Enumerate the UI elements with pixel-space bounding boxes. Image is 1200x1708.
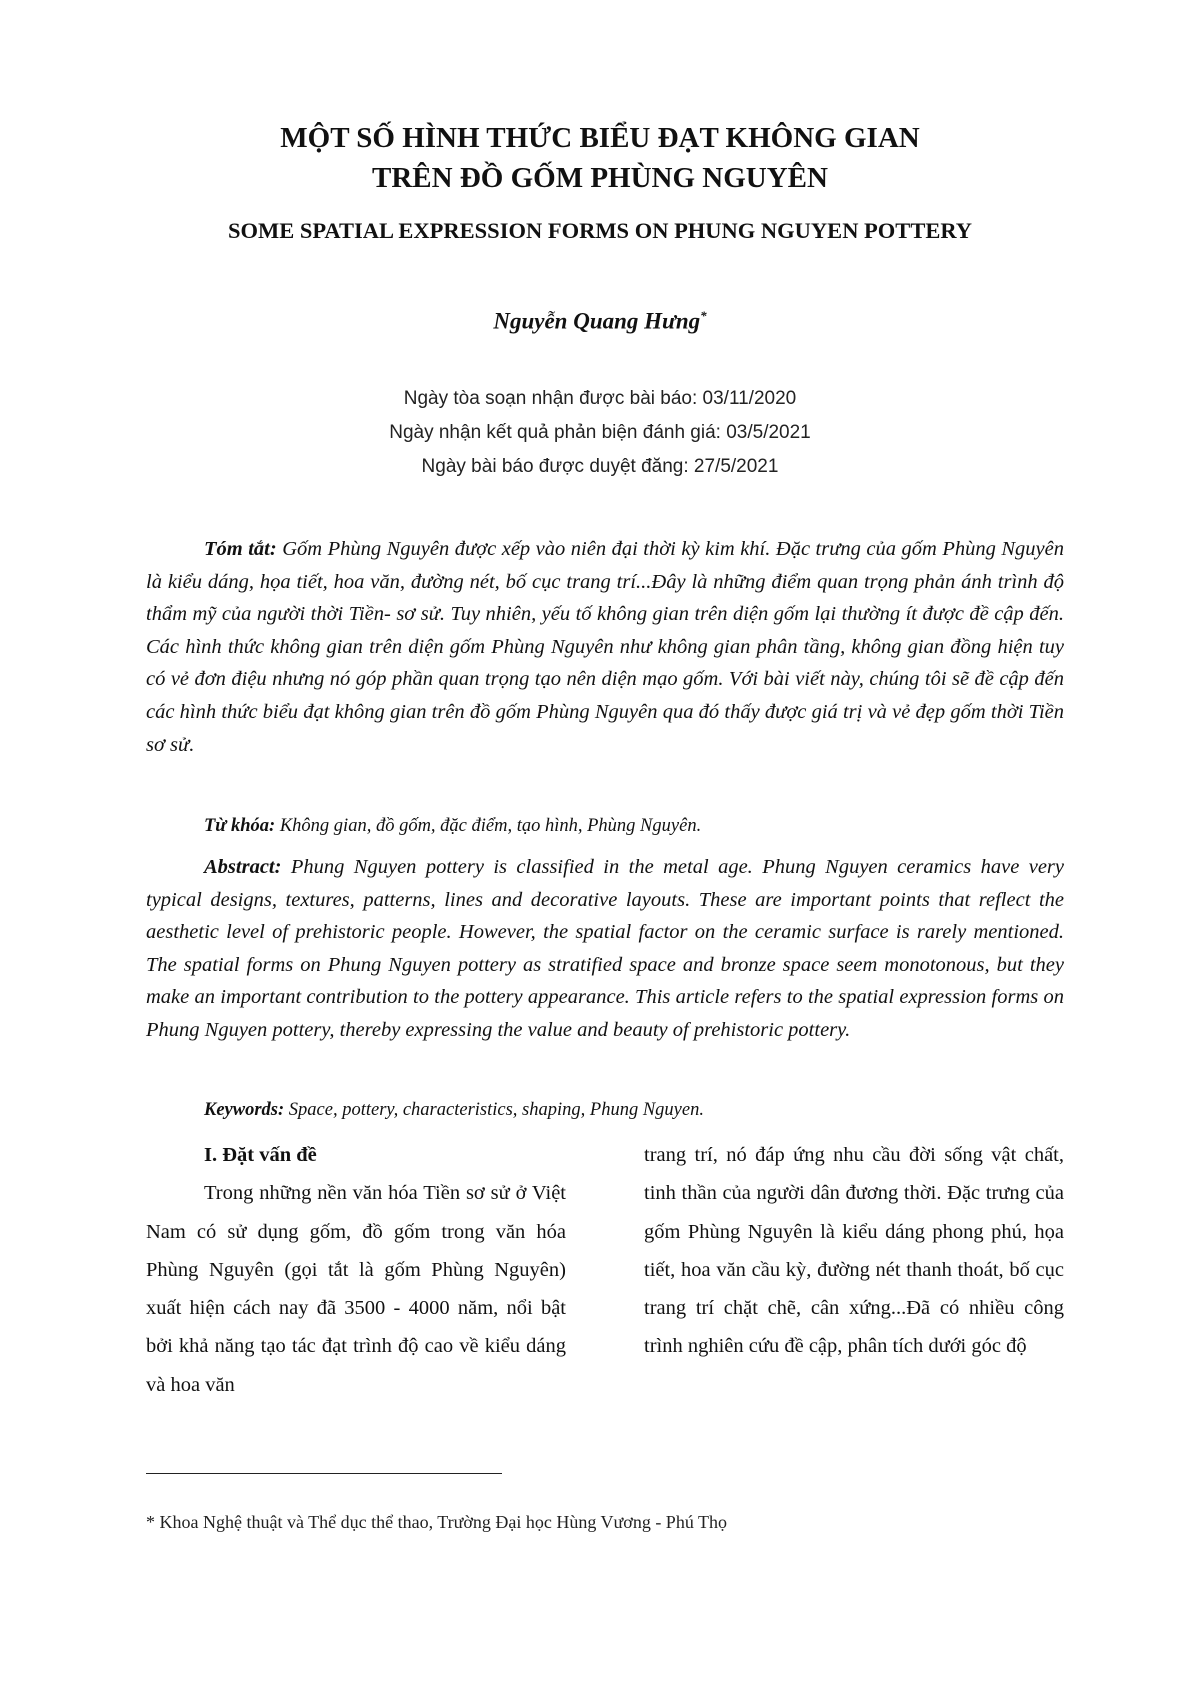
date-reviewed: Ngày nhận kết quả phản biện đánh giá: 03/5/2021 [389, 422, 811, 443]
body-column-left [146, 1136, 566, 1404]
paper-title-line-2: TRÊN ĐỒ GỐM PHÙNG NGUYÊN [372, 162, 828, 194]
abstract-english-label: Abstract: [204, 856, 282, 878]
date-received: Ngày tòa soạn nhận được bài báo: 03/11/2020 [403, 388, 797, 409]
abstract-english-text: Phung Nguyen pottery is classified in the metal age. Phung Nguyen ceramics have very typical designs, textures, patterns, lines and decorative layouts. These are important points that reflect the aesthetic level of prehistoric people. However, the spatial factor on the ceramic surface is rarely mentioned. The spatial forms on Phung Nguyen pottery as stratified space and bronze space seem monotonous, but they make an important contribution to the pottery appearance. This article refers to the spatial expression forms on Phung Nguyen pottery, thereby expressing the value and beauty of prehistoric pottery. [146, 856, 1064, 1041]
abstract-vietnamese-label: Tóm tắt: [204, 538, 277, 560]
abstract-vietnamese-text: Gốm Phùng Nguyên được xếp vào niên đại thời kỳ kim khí. Đặc trưng của gốm Phùng Nguyên là kiểu dáng, họa tiết, hoa văn, đường nét, bố cục trang trí...Đây là những điểm quan trọng phản ánh trình độ thẩm mỹ của người thời Tiền- sơ sử. Tuy nhiên, yếu tố không gian trên diện gốm lại thường ít được đề cập đến. Các hình thức không gian trên diện gốm Phùng Nguyên như không gian phân tầng, không gian đồng hiện tuy có vẻ đơn điệu nhưng nó góp phần quan trọng tạo nên diện mạo gốm. Với bài viết này, chúng tôi sẽ đề cập đến các hình thức biểu đạt không gian trên đồ gốm Phùng Nguyên qua đó thấy được giá trị và vẻ đẹp gốm thời Tiền sơ sử. [146, 538, 1064, 756]
abstract-english [146, 851, 1064, 1047]
keywords-english-label: Keywords: [204, 1100, 285, 1120]
footnote-affiliation: * Khoa Nghệ thuật và Thể dục thể thao, Trường Đại học Hùng Vương - Phú Thọ [146, 1512, 727, 1532]
author-name: Nguyễn Quang Hưng [493, 308, 701, 334]
keywords-vietnamese [146, 810, 1064, 843]
paper-title [0, 118, 1200, 198]
date-accepted: Ngày bài báo được duyệt đăng: 27/5/2021 [421, 456, 779, 477]
footnote-divider [146, 1473, 502, 1474]
keywords-vietnamese-text: Không gian, đồ gốm, đặc điểm, tạo hình, Phùng Nguyên. [275, 816, 702, 836]
author [0, 308, 1200, 335]
paper-title-english: SOME SPATIAL EXPRESSION FORMS ON PHUNG NGUYEN POTTERY [227, 218, 973, 243]
body-column-right [644, 1136, 1064, 1366]
keywords-english [146, 1094, 1064, 1127]
keywords-english-text: Space, pottery, characteristics, shaping, Phung Nguyen. [284, 1100, 704, 1120]
submission-dates [0, 382, 1200, 484]
keywords-vietnamese-label: Từ khóa: [204, 816, 276, 836]
abstract-vietnamese [146, 533, 1064, 761]
paper-title-line-1: MỘT SỐ HÌNH THỨC BIỂU ĐẠT KHÔNG GIAN [280, 122, 920, 154]
body-paragraph-left: Trong những nền văn hóa Tiền sơ sử ở Việt Nam có sử dụng gốm, đồ gốm trong văn hóa Phùng Nguyên (gọi tắt là gốm Phùng Nguyên) xuất hiện cách nay đã 3500 - 4000 năm, nổi bật bởi khả năng tạo tác đạt trình độ cao về kiểu dáng và hoa văn [146, 1182, 566, 1396]
author-footnote-mark: * [700, 308, 707, 323]
section-heading: I. Đặt vấn đề [204, 1144, 317, 1166]
body-paragraph-right: trang trí, nó đáp ứng nhu cầu đời sống vật chất, tinh thần của người dân đương thời. Đặc trưng của gốm Phùng Nguyên là kiểu dáng phong phú, họa tiết, hoa văn cầu kỳ, đường nét thanh thoát, bố cục trang trí chặt chẽ, cân xứng...Đã có nhiều công trình nghiên cứu đề cập, phân tích dưới góc độ [644, 1144, 1064, 1358]
